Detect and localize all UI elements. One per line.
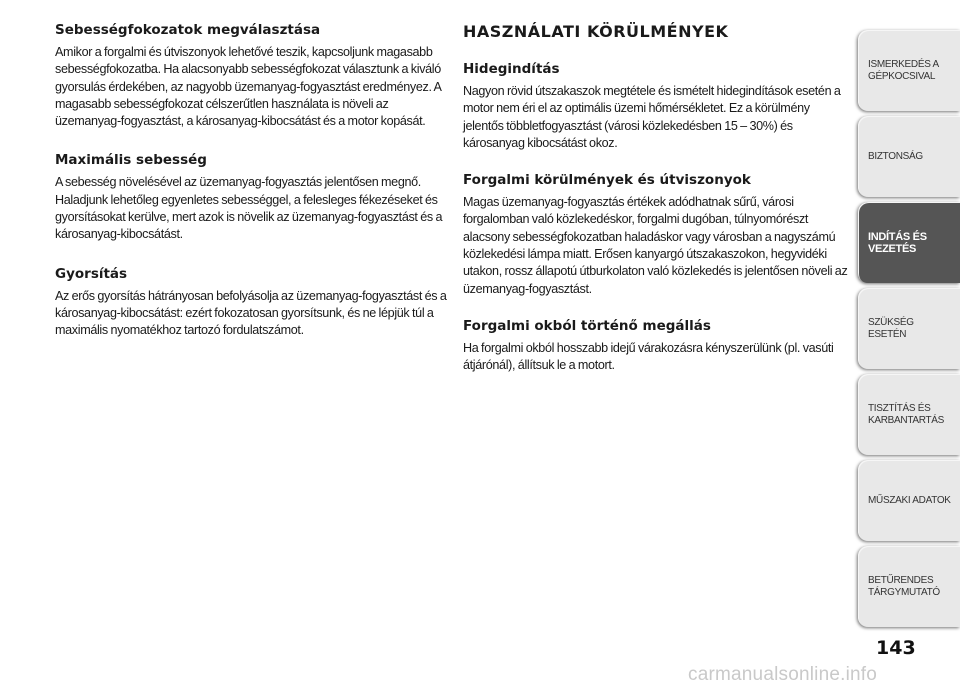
section-text-cold-start: Nagyon rövid útszakaszok megtétele és ismételt hidegindítások esetén a motor nem éri el az optimális üzemi hőmérsékletet. Ez a körülmény jelentős többletfogyasztást (városi közlekedésben 15 – 30%) és károsanyag kibocsátást okoz.	[463, 84, 841, 150]
section-text-traffic-conditions: Magas üzemanyag-fogyasztás értékek adódhatnak sűrű, városi forgalomban való közlekedéskor, forgalmi dugóban, túlnyomórészt alacsony sebességfokozatban haladáskor vagy városban a nagyszámú közlekedési lámpa miatt. Erősen kanyargó útszakaszokon, hegyvidéki utakon, rossz állapotú útburkolaton való közlekedés is jelentősen növeli az üzemanyag-fogyasztást.	[463, 195, 848, 296]
section-heading-cold-start: Hidegindítás	[463, 61, 560, 77]
tab-in-emergency[interactable]	[858, 288, 960, 369]
chapter-heading: HASZNÁLATI KÖRÜLMÉNYEK	[463, 22, 729, 41]
section-text-gear-selection: Amikor a forgalmi és útviszonyok lehetővé teszik, kapcsoljunk magasabb sebességfokozatba. Ha alacsonyabb sebességfokozat választunk a kiváló gyorsulás érdekében, az nagyobb üzemanyag-fogyasztást eredményez. A magasabb sebességfokozat célszerűtlen használata is növeli az üzemanyag-fogyasztást, a károsanyag-kibocsátást és a motor kopását.	[55, 45, 441, 129]
left-column	[55, 22, 450, 356]
section-text-acceleration: Az erős gyorsítás hátrányosan befolyásolja az üzemanyag-fogyasztást és a károsanyag-kibocsátást: ezért fokozatosan gyorsítsunk, és ne lépjük túl a maximális nyomatékhoz tartozó fordulatszámot.	[55, 288, 447, 338]
tab-label: BIZTONSÁG	[868, 150, 923, 162]
tab-getting-to-know[interactable]	[858, 30, 960, 111]
page-number: 143	[876, 637, 916, 659]
tab-label: BETŰRENDES TÁRGYMUTATÓ	[868, 574, 940, 598]
section-heading-gear-selection: Sebességfokozatok megválasztása	[55, 22, 321, 38]
section-text-max-speed: A sebesség növelésével az üzemanyag-fogyasztás jelentősen megnő. Haladjunk lehetőleg egyenletes sebességgel, a felesleges fékezéseket és gyorsításokat kerülve, mert azok is növelik az üzemanyag-fogyasztást és a károsanyag-kibocsátást.	[55, 175, 443, 242]
section-heading-max-speed: Maximális sebesség	[55, 152, 207, 169]
tab-technical-data[interactable]	[858, 460, 960, 541]
tab-label: INDÍTÁS ÉS VEZETÉS	[868, 230, 927, 255]
tab-starting-and-driving[interactable]	[858, 202, 960, 283]
tab-label: TISZTÍTÁS ÉS KARBANTARTÁS	[868, 402, 945, 426]
tab-index[interactable]	[858, 546, 960, 627]
section-heading-acceleration: Gyorsítás	[55, 265, 128, 282]
section-heading-traffic-stop: Forgalmi okból történő megállás	[463, 317, 711, 334]
right-column	[463, 22, 851, 391]
tab-label: ISMERKEDÉS A GÉPKOCSIVAL	[868, 58, 939, 82]
section-text-traffic-stop: Ha forgalmi okból hosszabb idejű várakozásra kényszerülünk (pl. vasúti átjárónál), állítsuk le a motort.	[463, 340, 834, 373]
watermark: carmanualsonline.info	[688, 664, 878, 685]
tab-safety[interactable]	[858, 116, 960, 197]
tab-label: SZÜKSÉG ESETÉN	[868, 316, 914, 340]
tab-cleaning-maintenance[interactable]	[858, 374, 960, 455]
tab-label: MŰSZAKI ADATOK	[868, 494, 951, 506]
section-heading-traffic-conditions: Forgalmi körülmények és útviszonyok	[463, 172, 751, 189]
